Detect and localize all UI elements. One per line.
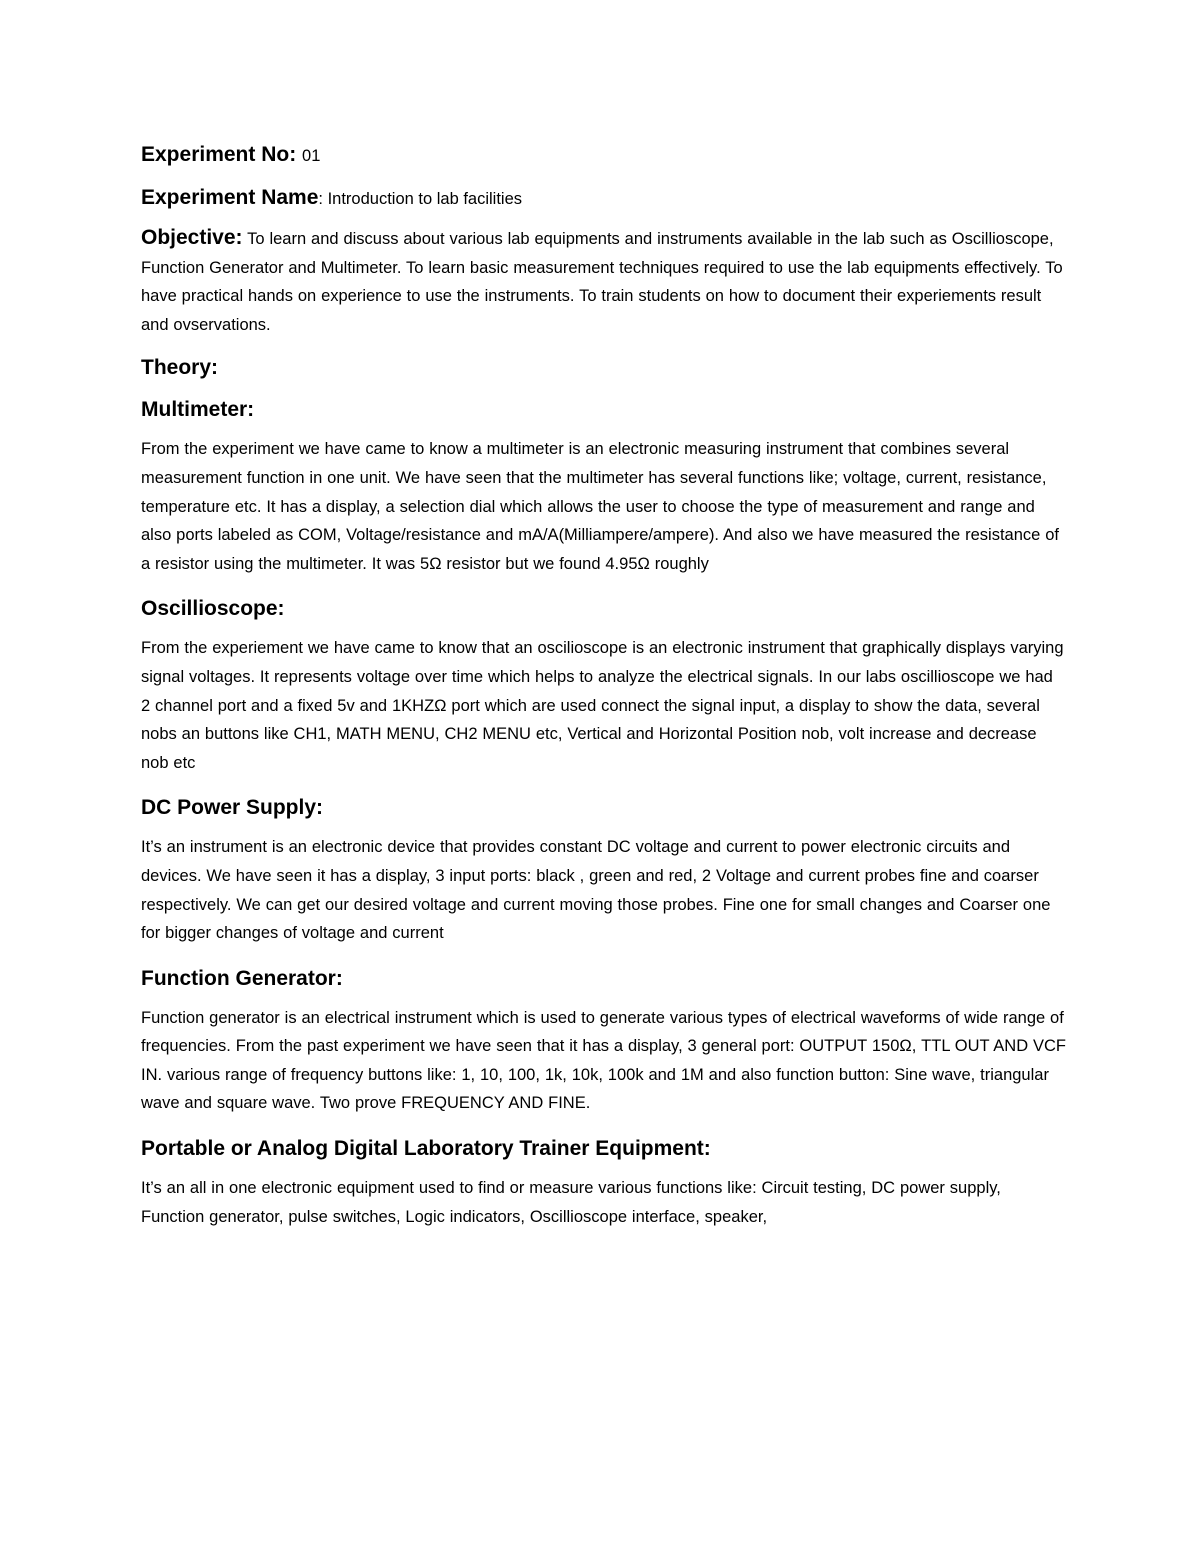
objective-label: Objective: (141, 226, 243, 249)
experiment-no-line (141, 138, 1066, 173)
experiment-name-value: : Introduction to lab facilities (318, 190, 523, 208)
objective-paragraph (141, 224, 1066, 339)
dc-power-title: DC Power Supply: (141, 796, 324, 820)
theory-title: Theory: (141, 356, 219, 380)
experiment-no-label: Experiment No: (141, 143, 297, 166)
experiment-no-value: 01 (302, 147, 321, 165)
experiment-name-line (141, 181, 1066, 216)
dc-power-body: It’s an instrument is an electronic device that provides constant DC voltage and current to power electronic circuits and devices. We have seen it has a display, 3 input ports: black , green and red, 2 Voltage and current probes fine and coarser respectively. We can get our desired voltage and current moving those probes. Fine one for small changes and Coarser one for bigger changes of voltage and current (141, 838, 1051, 943)
function-generator-body: Function generator is an electrical instrument which is used to generate various types of electrical waveforms of wide range of frequencies. From the past experiment we have seen that it has a display, 3 general port: OUTPUT 150Ω, TTL OUT AND VCF IN. various range of frequency buttons like: 1, 10, 100, 1k, 10k, 100k and 1M and also function button: Sine wave, triangular wave and square wave. Two prove FREQUENCY AND FINE. (141, 1008, 1067, 1113)
document-page (141, 138, 1066, 1231)
experiment-name-label: Experiment Name (141, 186, 319, 209)
oscilloscope-body: From the experiement we have came to know that an oscilioscope is an electronic instrument that graphically displays varying signal voltages. It represents voltage over time which helps to analyze the electrical signals. In our labs oscillioscope we had 2 channel port and a fixed 5v and 1KHZΩ port which are used connect the signal input, a display to show the data, several nobs an buttons like CH1, MATH MENU, CH2 MENU etc, Vertical and Horizontal Position nob, volt increase and decrease nob etc (141, 639, 1064, 772)
objective-text: To learn and discuss about various lab equipments and instruments available in the lab such as Oscillioscope, Function Generator and Multimeter. To learn basic measurement techniques required to use the lab equipments effectively. To have practical hands on experience to use the instruments. To train students on how to document their experiements result and ovservations. (141, 230, 1063, 334)
multimeter-title: Multimeter: (141, 398, 255, 422)
trainer-title: Portable or Analog Digital Laboratory Trainer Equipment: (141, 1137, 711, 1161)
multimeter-body: From the experiment we have came to know a multimeter is an electronic measuring instrument that combines several measurement function in one unit. We have seen that the multimeter has several functions like; voltage, current, resistance, temperature etc. It has a display, a selection dial which allows the user to choose the type of measurement and range and also ports labeled as COM, Voltage/resistance and mA/A(Milliampere/ampere). And also we have measured the resistance of a resistor using the multimeter. It was 5Ω resistor but we found 4.95Ω roughly (141, 440, 1059, 573)
trainer-body: It’s an all in one electronic equipment used to find or measure various functions like: Circuit testing, DC power supply, Function generator, pulse switches, Logic indicators, Oscillioscope interface, speaker, (141, 1179, 1001, 1226)
function-generator-title: Function Generator: (141, 966, 343, 990)
oscilloscope-title: Oscillioscope: (141, 597, 285, 621)
